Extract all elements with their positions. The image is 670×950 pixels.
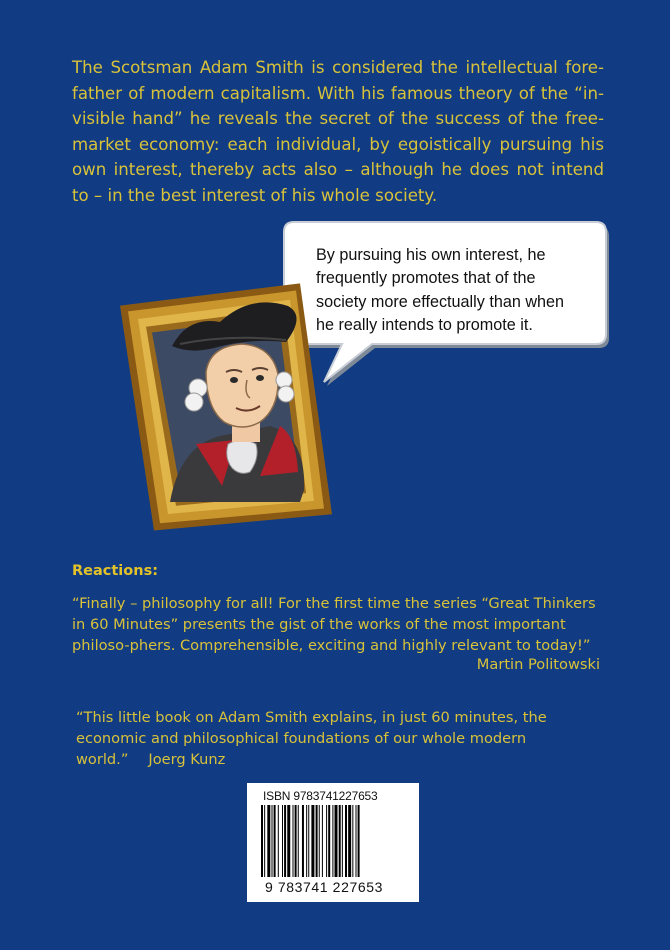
adam-smith-portrait xyxy=(110,276,340,536)
reaction-quote-2-text: “This little book on Adam Smith explains, in just 60 minutes, the economic and philosophical foundations of our whole modern world.” xyxy=(76,709,547,768)
reaction-quote-1: “Finally – philosophy for all! For the first time the series “Great Thinkers in 60 Minutes” presents the gist of the works of the most important philoso-phers. Comprehensible, exciting and highly relevant to today!” xyxy=(72,595,596,654)
barcode-digits: 9 783741 227653 xyxy=(265,879,383,895)
isbn-label: ISBN 9783741227653 xyxy=(263,789,378,803)
barcode-bars xyxy=(259,805,407,879)
intro-paragraph: The Scotsman Adam Smith is considered the intellectual fore-father of modern capitalism. With his famous theory of the “in-visible hand” he reveals the secret of the success of the free-market economy: each individual, by egoistically pursuing his own interest, thereby acts also – although he does not intend to – in the best interest of his whole society. xyxy=(72,58,604,205)
reaction-quote-2 xyxy=(76,707,616,770)
isbn-barcode xyxy=(247,783,419,902)
speech-bubble-text: By pursuing his own interest, he frequently promotes that of the society more effectually than when he really intends to promote it. xyxy=(316,246,565,334)
reaction-author-2: Joerg Kunz xyxy=(148,751,226,768)
reactions-heading: Reactions: xyxy=(72,563,158,579)
reaction-author-1: Martin Politowski xyxy=(476,656,600,673)
